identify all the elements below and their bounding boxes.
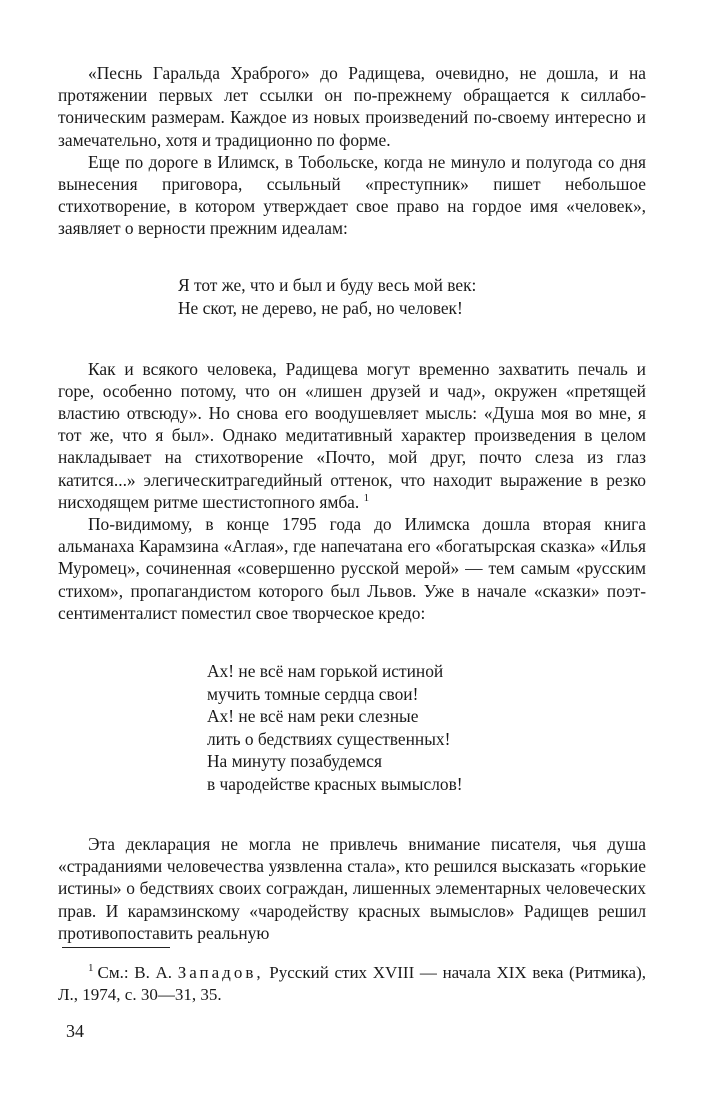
verse-2-line-3: Ах! не всё нам реки слезные — [207, 706, 419, 727]
verse-2-line-2: мучить томные сердца свои! — [207, 683, 419, 704]
verse-1-line-2: Не скот, не дерево, не раб, но человек! — [178, 297, 463, 318]
footnote-divider — [62, 947, 170, 948]
page-body — [58, 62, 646, 944]
paragraph-3 — [58, 358, 646, 513]
page-number: 34 — [66, 1021, 84, 1041]
verse-2-line-6: в чародействе красных вымыслов! — [207, 773, 463, 794]
footnote-author: Западов, — [177, 963, 264, 982]
verse-2-line-4: лить о бедствиях существенных! — [207, 728, 451, 749]
verse-1-line-1: Я тот же, что и был и буду весь мой век: — [178, 274, 477, 295]
footnote-reference[interactable]: 1 — [363, 492, 370, 505]
footnote-text: Русский стих XVIII — начала XIX века (Ритмика), Л., 1974, с. 30—31, 35. — [58, 963, 647, 1004]
paragraph-3-text: Как и всякого человека, Радищева могут временно захватить печаль и горе, особенно потому, что он «лишен друзей и чад», окружен «претящей властию отвсюду». Но снова его воодушевляет мысль: «Душа моя во мне, я тот же, что я был». Однако медитативный характер произведения в целом накладывает на стихотворение «Почто, мой друг, почто слеза из глаз катится...» элегическитрагедийный оттенок, что находит выражение в резко нисходящем ритме шестистопного ямба. — [58, 358, 646, 512]
paragraph-1: «Песнь Гаральда Храброго» до Радищева, очевидно, не дошла, и на протяжении первых лет ссылки он по-прежнему обращается к силлабо-тоническим размерам. Каждое из новых произведений по-своему интересно и замечательно, хотя и традиционно по форме. — [58, 63, 646, 150]
verse-quote-2 — [207, 660, 646, 795]
footnote-mark: 1 — [88, 962, 94, 975]
verse-quote-1 — [178, 274, 646, 320]
footnote-prefix: См.: В. А. — [97, 963, 173, 982]
paragraph-5: Эта декларация не могла не привлечь внимание писателя, чья душа «страданиями человечества уязвленна стала», кто решился высказать «горькие истины» о бедствиях своих сограждан, лишенных элементарных человеческих прав. И карамзинскому «чародейству красных вымыслов» Радищев решил противопоставить реальную — [58, 834, 646, 943]
paragraph-4: По-видимому, в конце 1795 года до Илимска дошла вторая книга альманаха Карамзина «Аглая», где напечатана его «богатырская сказка» «Илья Муромец», сочиненная «совершенно русской мерой» — тем самым «русским стихом», пропагандистом которого был Львов. Уже в начале «сказки» поэт-сентименталист поместил свое творческое кредо: — [58, 514, 646, 623]
footnote — [58, 962, 646, 1006]
paragraph-2: Еще по дороге в Илимск, в Тобольске, когда не минуло и полугода со дня вынесения приговора, ссыльный «преступник» пишет небольшое стихотворение, в котором утверждает свое право на гордое имя «человек», заявляет о верности прежним идеалам: — [58, 151, 646, 239]
verse-2-line-1: Ах! не всё нам горькой истиной — [207, 661, 444, 682]
verse-2-line-5: На минуту позабудемся — [207, 751, 383, 772]
